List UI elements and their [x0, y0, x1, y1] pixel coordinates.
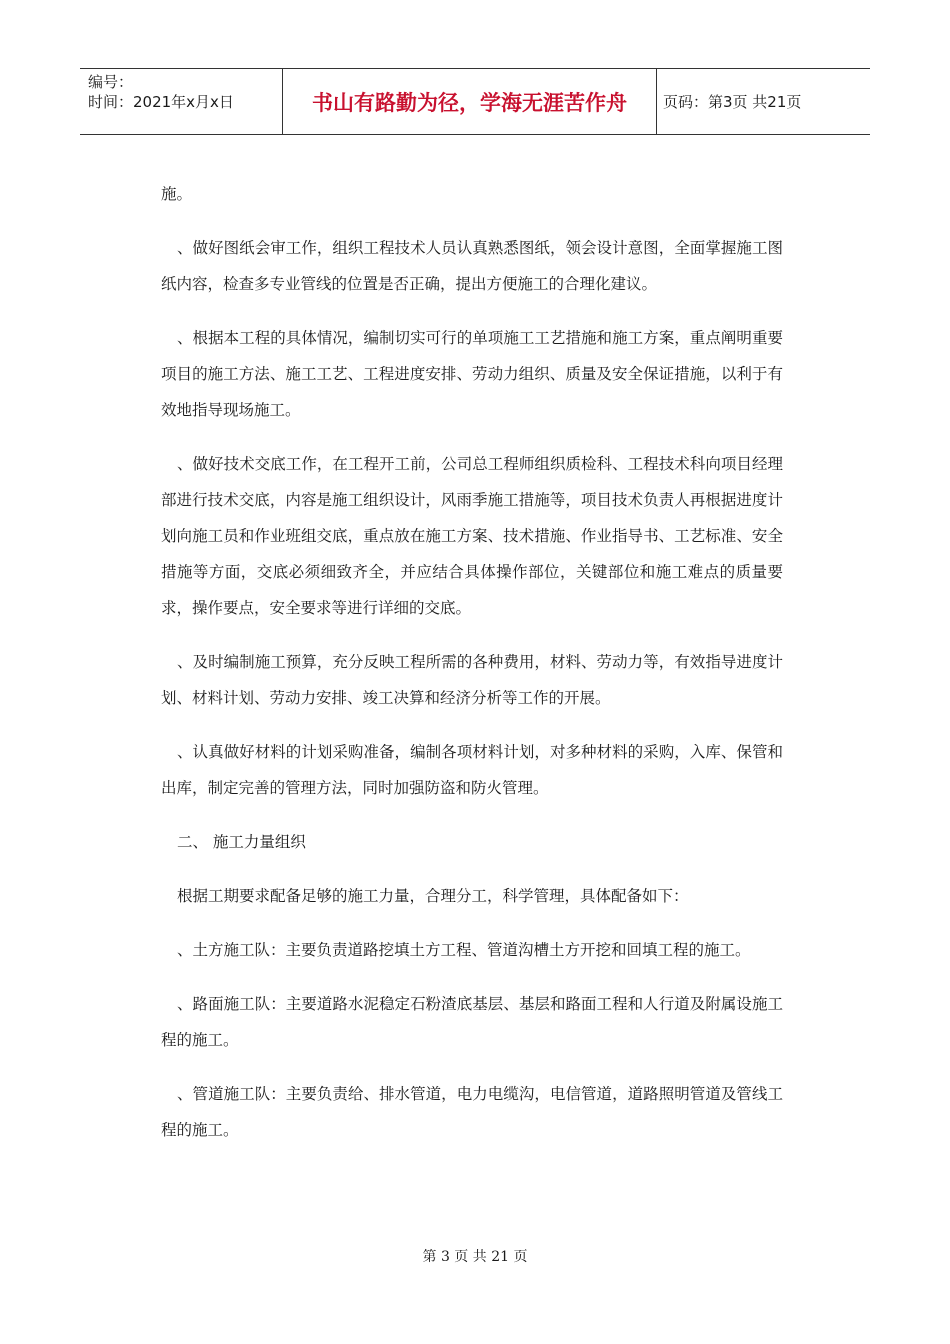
document-number-label: 编号： — [88, 73, 134, 91]
paragraph-budget: 、及时编制施工预算，充分反映工程所需的各种费用，材料、劳动力等，有效指导进度计划、材料计划、劳动力安排、竣工决算和经济分析等工作的开展。 — [161, 653, 783, 707]
header-meta — [80, 69, 282, 134]
document-body — [161, 176, 783, 1166]
section-heading: 二、 施工力量组织 — [177, 833, 306, 851]
paragraph-pavement-team: 、路面施工队：主要道路水泥稳定石粉渣底基层、基层和路面工程和人行道及附属设施工程的施工。 — [161, 995, 783, 1049]
paragraph-drawing-review: 、做好图纸会审工作，组织工程技术人员认真熟悉图纸，领会设计意图，全面掌握施工图纸内容，检查多专业管线的位置是否正确，提出方便施工的合理化建议。 — [161, 239, 783, 293]
header-page-info: 页码：第3页 共21页 — [663, 93, 802, 111]
paragraph-technical-briefing: 、做好技术交底工作，在工程开工前，公司总工程师组织质检科、工程技术科向项目经理部进行技术交底，内容是施工组织设计，风雨季施工措施等，项目技术负责人再根据进度计划向施工员和作业班组交底，重点放在施工方案、技术措施、作业指导书、工艺标准、安全措施等方面，交底必须细致齐全，并应结合具体操作部位，关键部位和施工难点的质量要求，操作要点，安全要求等进行详细的交底。 — [161, 455, 783, 617]
paragraph-materials: 、认真做好材料的计划采购准备，编制各项材料计划，对多种材料的采购，入库、保管和出库，制定完善的管理方法，同时加强防盗和防火管理。 — [161, 743, 783, 797]
page-header — [80, 68, 870, 135]
paragraph-earthwork-team: 、土方施工队：主要负责道路挖填土方工程、管道沟槽土方开挖和回填工程的施工。 — [177, 941, 751, 959]
document-date: 时间：2021年x月x日 — [88, 93, 234, 111]
page-footer: 第 3 页 共 21 页 — [422, 1249, 528, 1265]
paragraph-pipeline-team: 、管道施工队：主要负责给、排水管道，电力电缆沟，电信管道，道路照明管道及管线工程的施工。 — [161, 1085, 783, 1139]
paragraph-construction-plan: 、根据本工程的具体情况，编制切实可行的单项施工工艺措施和施工方案，重点阐明重要项目的施工方法、施工工艺、工程进度安排、劳动力组织、质量及安全保证措施，以利于有效地指导现场施工。 — [161, 329, 783, 419]
paragraph-continuation: 施。 — [161, 185, 193, 203]
header-motto: 书山有路勤为径，学海无涯苦作舟 — [282, 69, 657, 134]
paragraph-staffing-intro: 根据工期要求配备足够的施工力量，合理分工，科学管理，具体配备如下： — [177, 887, 689, 905]
